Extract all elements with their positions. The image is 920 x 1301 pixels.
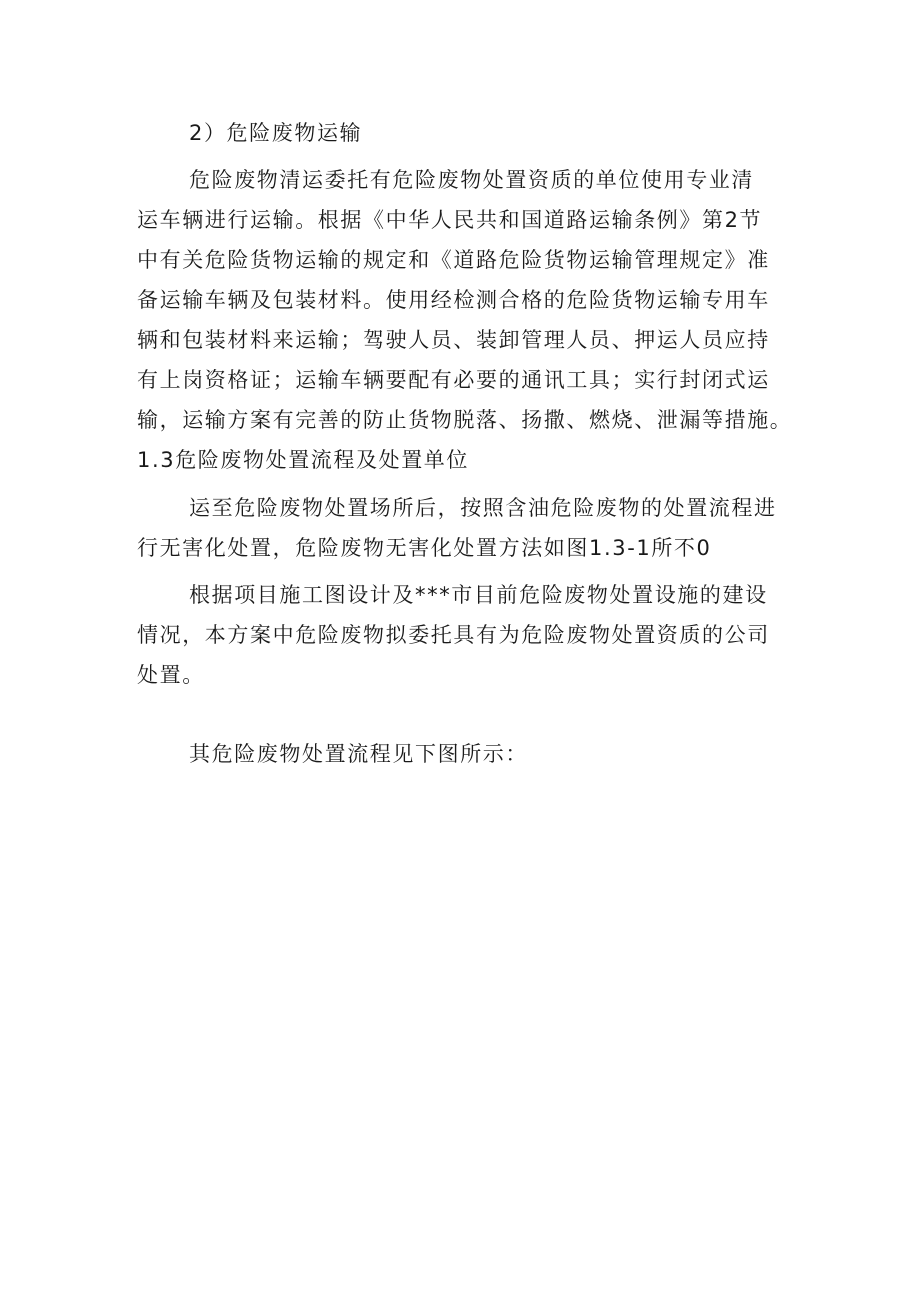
paragraph-line: 运车辆进行运输。根据《中华人民共和国道路运输条例》第2节 bbox=[137, 208, 763, 232]
paragraph-line: 危险废物清运委托有危险废物处置资质的单位使用专业清 bbox=[189, 168, 754, 192]
sub-heading-transport: 2）危险废物运输 bbox=[189, 121, 363, 145]
paragraph-line: 运至危险废物处置场所后，按照含油危险废物的处置流程进 bbox=[189, 496, 777, 520]
paragraph-line: 备运输车辆及包装材料。使用经检测合格的危险货物运输专用车 bbox=[137, 288, 770, 312]
paragraph-line: 输，运输方案有完善的防止货物脱落、扬撒、燃烧、泄漏等措施。 bbox=[137, 408, 793, 432]
paragraph-line: 有上岗资格证；运输车辆要配有必要的通讯工具；实行封闭式运 bbox=[137, 368, 770, 392]
paragraph-line: 情况，本方案中危险废物拟委托具有为危险废物处置资质的公司 bbox=[137, 623, 770, 647]
paragraph-line: 处置。 bbox=[137, 663, 205, 687]
paragraph-line: 辆和包装材料来运输；驾驶人员、装卸管理人员、押运人员应持 bbox=[137, 328, 770, 352]
paragraph-line-figure-intro: 其危险废物处置流程见下图所示： bbox=[189, 742, 528, 766]
paragraph-line: 根据项目施工图设计及***市目前危险废物处置设施的建设 bbox=[189, 583, 768, 607]
paragraph-line: 行无害化处置，危险废物无害化处置方法如图1.3-1所不0 bbox=[137, 536, 712, 560]
section-heading: 1.3危险废物处置流程及处置单位 bbox=[137, 448, 469, 472]
paragraph-line: 中有关危险货物运输的规定和《道路危险货物运输管理规定》准 bbox=[137, 248, 770, 272]
